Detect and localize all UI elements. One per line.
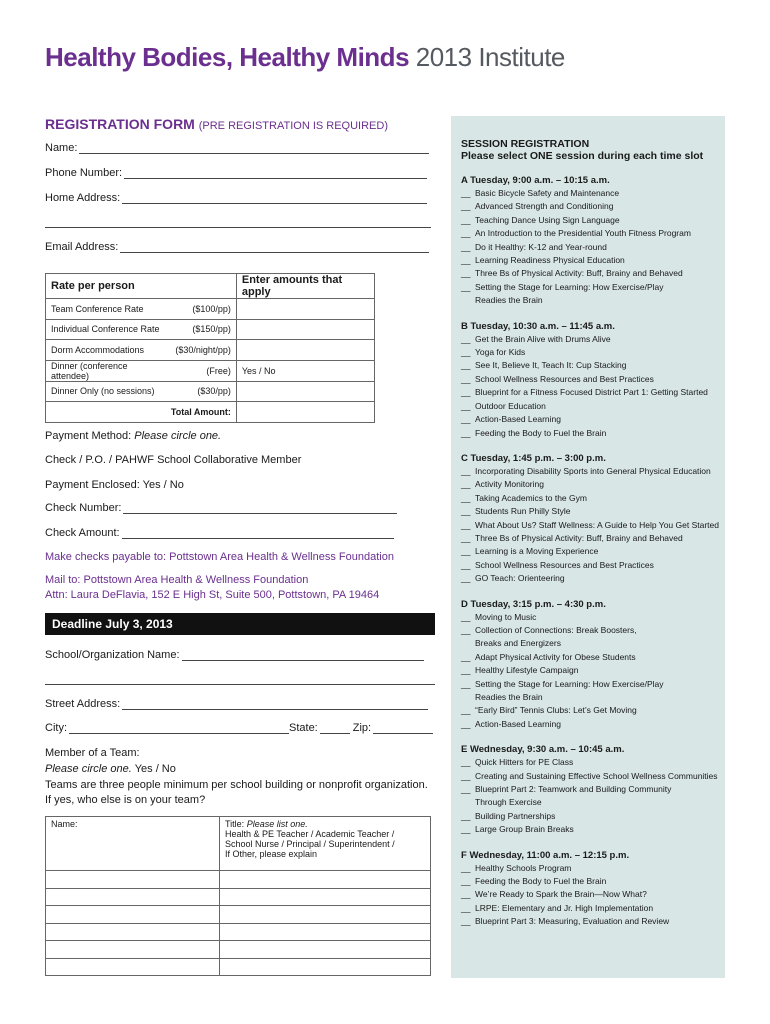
team-circle-hint: Please circle one.	[45, 763, 132, 775]
session-blank[interactable]: __	[461, 373, 471, 384]
amount-cell[interactable]: Yes / No	[236, 360, 374, 381]
session-label: Advanced Strength and Conditioning	[475, 201, 614, 212]
registration-heading	[45, 116, 388, 132]
session-blank[interactable]: __	[461, 546, 471, 557]
session-option[interactable]	[461, 624, 715, 637]
team-title-option: Health & PE Teacher / Academic Teacher /	[225, 829, 395, 839]
team-title-header	[220, 817, 431, 871]
table-row	[46, 360, 375, 381]
session-blank[interactable]: __	[461, 492, 471, 503]
title-highlight: Healthy Bodies, Healthy Minds	[45, 42, 410, 72]
session-label: Outdoor Education	[475, 400, 546, 411]
session-label: Breaks and Energizers	[475, 638, 561, 649]
session-option[interactable]	[461, 241, 715, 254]
school-org-field[interactable]	[45, 649, 424, 661]
session-option[interactable]	[461, 756, 715, 769]
session-label: Learning Readiness Physical Education	[475, 255, 625, 266]
total-cell[interactable]	[236, 402, 374, 423]
session-option[interactable]	[461, 373, 715, 386]
rate-header: Rate per person	[46, 274, 237, 299]
slot-heading: D Tuesday, 3:15 p.m. – 4:30 p.m.	[461, 598, 606, 610]
session-label: Creating and Sustaining Effective School Wellness Communities	[475, 770, 718, 781]
rate-table	[45, 273, 375, 423]
rate-label: Dinner Only (no sessions)	[46, 381, 171, 402]
session-label: Incorporating Disability Sports into General Physical Education	[475, 465, 711, 476]
school-org-line[interactable]	[182, 650, 424, 661]
team-title-option: If Other, please explain	[225, 849, 318, 859]
session-item-continued	[461, 294, 715, 307]
session-blank[interactable]: __	[461, 665, 471, 676]
amount-cell[interactable]	[236, 340, 374, 361]
session-blank	[461, 796, 475, 809]
name-field[interactable]	[45, 142, 429, 154]
table-row	[46, 381, 375, 402]
session-option[interactable]	[461, 664, 715, 677]
phone-label: Phone Number:	[45, 167, 123, 179]
team-name-cell[interactable]	[46, 941, 220, 959]
mail-attn: Attn: Laura DeFlavia, 152 E High St, Suite 500, Pottstown, PA 19464	[45, 589, 380, 601]
payment-method	[45, 430, 221, 442]
rate-label: Dinner (conference attendee)	[46, 360, 171, 381]
session-option[interactable]	[461, 400, 715, 413]
rate-price: ($100/pp)	[170, 299, 236, 320]
session-blank[interactable]: __	[461, 810, 471, 821]
session-blank[interactable]: __	[461, 387, 471, 398]
team-name-header: Name:	[46, 817, 220, 871]
mail-to: Mail to: Pottstown Area Health & Wellness Foundation	[45, 574, 309, 586]
city-state-zip-field[interactable]	[45, 722, 433, 734]
session-option[interactable]	[461, 505, 715, 518]
rate-label: Team Conference Rate	[46, 299, 171, 320]
session-blank[interactable]: __	[461, 705, 471, 716]
slot-heading: A Tuesday, 9:00 a.m. – 10:15 a.m.	[461, 175, 610, 186]
session-item-continued	[461, 637, 715, 650]
session-blank[interactable]: __	[461, 465, 471, 476]
session-option[interactable]	[461, 783, 715, 796]
session-blank[interactable]: __	[461, 479, 471, 490]
session-label: We’re Ready to Spark the Brain—Now What?	[475, 889, 647, 900]
session-option[interactable]	[461, 427, 715, 440]
session-option[interactable]	[461, 465, 715, 478]
session-label: Healthy Lifestyle Campaign	[475, 665, 579, 676]
rate-price: (Free)	[170, 360, 236, 381]
team-title-cell[interactable]	[220, 958, 431, 976]
session-label: Basic Bicycle Safety and Maintenance	[475, 188, 620, 198]
team-yesno[interactable]: Yes / No	[134, 763, 176, 775]
session-label: Quick Hitters for PE Class	[475, 757, 574, 768]
state-label: State:	[289, 722, 318, 734]
payment-enclosed[interactable]: Payment Enclosed: Yes / No	[45, 479, 184, 491]
total-label: Total Amount:	[46, 402, 237, 423]
table-row	[46, 340, 375, 361]
session-option[interactable]	[461, 810, 715, 823]
amount-header: Enter amounts that apply	[236, 274, 374, 299]
team-title-cell[interactable]	[220, 871, 431, 889]
session-blank[interactable]: __	[461, 862, 471, 873]
session-option[interactable]	[461, 214, 715, 227]
session-label: Readies the Brain	[475, 295, 543, 306]
table-row	[46, 402, 375, 423]
session-blank[interactable]: __	[461, 876, 471, 887]
school-org-label: School/Organization Name:	[45, 649, 180, 661]
session-blank[interactable]: __	[461, 889, 471, 900]
session-option[interactable]	[461, 386, 715, 399]
session-label: School Wellness Resources and Best Practices	[475, 559, 654, 570]
session-label: School Wellness Resources and Best Practices	[475, 373, 654, 384]
session-label: Blueprint for a Fitness Focused District Part 1: Getting Started	[475, 387, 708, 398]
check-number-field[interactable]	[45, 502, 397, 514]
session-blank	[461, 637, 475, 650]
session-blank[interactable]: __	[461, 678, 471, 689]
session-blank	[461, 294, 475, 307]
session-option[interactable]	[461, 862, 715, 875]
team-title-cell[interactable]	[220, 906, 431, 924]
registration-subtitle: (PRE REGISTRATION IS REQUIRED)	[198, 120, 388, 132]
table-row	[46, 958, 431, 976]
check-number-label: Check Number:	[45, 502, 122, 514]
team-title-option: School Nurse / Principal / Superintendent /	[225, 839, 395, 849]
session-slot	[461, 599, 715, 732]
session-label: Do it Healthy: K-12 and Year-round	[475, 241, 607, 252]
session-blank[interactable]: __	[461, 757, 471, 768]
team-name-cell[interactable]	[46, 888, 220, 906]
session-label: Learning is a Moving Experience	[475, 546, 599, 557]
session-label: Adapt Physical Activity for Obese Students	[475, 651, 636, 662]
session-blank[interactable]: __	[461, 770, 471, 781]
team-title-hint: Please list one.	[246, 819, 308, 829]
address-line-2[interactable]	[45, 227, 431, 228]
state-line[interactable]	[320, 723, 350, 734]
school-org-line-2[interactable]	[45, 684, 435, 685]
address-label: Home Address:	[45, 192, 121, 204]
check-amount-label: Check Amount:	[45, 527, 120, 539]
session-label: Action-Based Learning	[475, 718, 562, 729]
session-option[interactable]	[461, 267, 715, 280]
team-circle-row	[45, 763, 176, 775]
team-name-cell[interactable]	[46, 871, 220, 889]
session-item-continued	[461, 691, 715, 704]
session-option[interactable]	[461, 519, 719, 532]
team-title-cell[interactable]	[220, 888, 431, 906]
street-label: Street Address:	[45, 698, 121, 710]
session-label: Moving to Music	[475, 611, 537, 622]
team-name-cell[interactable]	[46, 923, 220, 941]
session-label: Taking Academics to the Gym	[475, 492, 587, 503]
amount-cell[interactable]	[236, 299, 374, 320]
session-blank[interactable]: __	[461, 414, 471, 425]
session-blank[interactable]: __	[461, 519, 471, 530]
team-note: Teams are three people minimum per school building or nonprofit organization.	[45, 779, 428, 791]
check-amount-line[interactable]	[122, 528, 394, 539]
session-option[interactable]	[461, 200, 715, 213]
session-label: Collection of Connections: Break Boosters,	[475, 624, 637, 635]
session-option[interactable]	[461, 545, 715, 558]
payable-note: Make checks payable to: Pottstown Area Health & Wellness Foundation	[45, 551, 394, 563]
session-blank[interactable]: __	[461, 360, 471, 371]
session-blank[interactable]: __	[461, 255, 471, 266]
session-option[interactable]	[461, 718, 715, 731]
session-subtitle: Please select ONE session during each time slot	[461, 150, 704, 162]
session-label: Blueprint Part 3: Measuring, Evaluation and Review	[475, 916, 670, 927]
session-slot	[461, 452, 719, 586]
session-slot	[461, 175, 715, 308]
session-slot	[461, 321, 715, 440]
city-line[interactable]	[69, 723, 289, 734]
phone-line[interactable]	[124, 168, 427, 179]
session-blank[interactable]: __	[461, 573, 471, 584]
session-option[interactable]	[461, 532, 715, 545]
check-number-line[interactable]	[123, 503, 397, 514]
street-line[interactable]	[122, 699, 428, 710]
title-rest: 2013 Institute	[415, 42, 565, 72]
session-label: What About Us? Staff Wellness: A Guide to Help You Get Started	[475, 519, 719, 530]
session-label: “Early Bird” Tennis Clubs: Let’s Get Moving	[475, 705, 637, 716]
rate-price: ($30/night/pp)	[170, 340, 236, 361]
session-option[interactable]	[461, 478, 715, 491]
session-label: Three Bs of Physical Activity: Buff, Brainy and Behaved	[475, 268, 683, 279]
session-option[interactable]	[461, 254, 715, 267]
session-option[interactable]	[461, 413, 715, 426]
session-blank[interactable]: __	[461, 188, 471, 198]
session-option[interactable]	[461, 559, 715, 572]
session-option[interactable]	[461, 823, 715, 836]
team-title-label: Title:	[225, 819, 245, 829]
session-option[interactable]	[461, 678, 715, 691]
session-option[interactable]	[461, 187, 715, 200]
session-blank[interactable]: __	[461, 718, 471, 729]
payment-options[interactable]: Check / P.O. / PAHWF School Collaborative Member	[45, 454, 302, 466]
session-blank[interactable]: __	[461, 201, 471, 212]
session-label: Healthy Schools Program	[475, 862, 572, 873]
slot-heading: F Wednesday, 11:00 a.m. – 12:15 p.m.	[461, 849, 630, 861]
session-blank[interactable]: __	[461, 559, 471, 570]
slot-heading: C Tuesday, 1:45 p.m. – 3:00 p.m.	[461, 452, 606, 464]
table-row	[46, 923, 431, 941]
session-slots	[461, 175, 719, 929]
team-title-cell[interactable]	[220, 923, 431, 941]
team-name-cell[interactable]	[46, 906, 220, 924]
table-row	[46, 299, 375, 320]
session-option[interactable]	[461, 227, 715, 240]
session-option[interactable]	[461, 333, 715, 346]
session-blank[interactable]: __	[461, 347, 471, 358]
session-blank[interactable]: __	[461, 784, 471, 795]
team-heading: Member of a Team:	[45, 747, 140, 759]
session-label: Yoga for Kids	[475, 347, 526, 358]
session-label: Feeding the Body to Fuel the Brain	[475, 876, 607, 887]
table-row	[46, 871, 431, 889]
session-blank[interactable]: __	[461, 400, 471, 411]
session-blank[interactable]: __	[461, 333, 471, 344]
street-field[interactable]	[45, 698, 428, 710]
rate-price: ($150/pp)	[170, 319, 236, 340]
session-label: An Introduction to the Presidential Youth Fitness Program	[475, 228, 691, 239]
registration-title: REGISTRATION FORM	[45, 116, 195, 132]
session-label: Feeding the Body to Fuel the Brain	[475, 427, 607, 438]
session-option[interactable]	[461, 611, 715, 624]
session-option[interactable]	[461, 704, 715, 717]
session-option[interactable]	[461, 359, 715, 372]
slot-heading: E Wednesday, 9:30 a.m. – 10:45 a.m.	[461, 744, 625, 756]
table-row	[46, 941, 431, 959]
session-blank[interactable]: __	[461, 268, 471, 279]
session-label: Large Group Brain Breaks	[475, 824, 574, 835]
session-slot	[461, 850, 715, 929]
session-label: Action-Based Learning	[475, 414, 562, 425]
session-item-continued	[461, 796, 715, 809]
email-line[interactable]	[120, 242, 429, 253]
session-option[interactable]	[461, 651, 715, 664]
session-blank[interactable]: __	[461, 506, 471, 517]
slot-heading: B Tuesday, 10:30 a.m. – 11:45 a.m.	[461, 320, 615, 332]
page-title	[45, 42, 565, 73]
session-blank[interactable]: __	[461, 916, 471, 927]
session-option[interactable]	[461, 915, 715, 928]
session-blank[interactable]: __	[461, 214, 471, 225]
session-label: Blueprint Part 2: Teamwork and Building Community	[475, 784, 672, 795]
session-slot	[461, 744, 718, 836]
session-blank[interactable]: __	[461, 281, 471, 292]
session-blank[interactable]: __	[461, 228, 471, 239]
zip-line[interactable]	[373, 723, 433, 734]
session-option[interactable]	[461, 281, 715, 294]
session-panel	[451, 116, 725, 978]
session-label: LRPE: Elementary and Jr. High Implementation	[475, 902, 654, 913]
session-label: GO Teach: Orienteering	[475, 573, 565, 584]
payment-method-label: Payment Method:	[45, 430, 132, 442]
team-name-cell[interactable]	[46, 958, 220, 976]
team-who: If yes, who else is on your team?	[45, 794, 206, 806]
amount-cell[interactable]	[236, 381, 374, 402]
session-label: Readies the Brain	[475, 692, 543, 702]
table-row	[46, 906, 431, 924]
session-blank[interactable]: __	[461, 427, 471, 438]
session-option[interactable]	[461, 875, 715, 888]
session-label: Setting the Stage for Learning: How Exercise/Play	[475, 678, 664, 689]
deadline-banner: Deadline July 3, 2013	[45, 613, 435, 635]
session-title: SESSION REGISTRATION	[461, 138, 590, 150]
address-field[interactable]	[45, 192, 427, 204]
email-field[interactable]	[45, 241, 429, 253]
session-label: Students Run Philly Style	[475, 506, 571, 517]
session-option[interactable]	[461, 902, 715, 915]
payment-method-hint: Please circle one.	[134, 430, 222, 442]
rate-price: ($30/pp)	[170, 381, 236, 402]
email-label: Email Address:	[45, 241, 119, 253]
session-label: Setting the Stage for Learning: How Exercise/Play	[475, 281, 664, 292]
session-label: Through Exercise	[475, 797, 542, 808]
session-option[interactable]	[461, 492, 715, 505]
amount-cell[interactable]	[236, 319, 374, 340]
session-blank[interactable]: __	[461, 824, 471, 835]
session-blank	[461, 691, 475, 704]
session-blank[interactable]: __	[461, 624, 471, 635]
session-label: Get the Brain Alive with Drums Alive	[475, 333, 611, 344]
zip-label: Zip:	[352, 722, 372, 734]
session-option[interactable]	[461, 346, 715, 359]
name-line[interactable]	[79, 143, 429, 154]
check-amount-field[interactable]	[45, 527, 394, 539]
team-table	[45, 816, 431, 976]
address-line[interactable]	[122, 193, 427, 204]
session-label: Building Partnerships	[475, 810, 556, 821]
session-label: Teaching Dance Using Sign Language	[475, 214, 620, 225]
session-label: Activity Monitoring	[475, 479, 544, 490]
rate-label: Individual Conference Rate	[46, 319, 171, 340]
session-blank[interactable]: __	[461, 241, 471, 252]
name-label: Name:	[45, 142, 78, 154]
session-option[interactable]	[461, 888, 715, 901]
session-option[interactable]	[461, 770, 718, 783]
team-title-cell[interactable]	[220, 941, 431, 959]
session-option[interactable]	[461, 572, 715, 585]
session-blank[interactable]: __	[461, 902, 471, 913]
session-label: Three Bs of Physical Activity: Buff, Brainy and Behaved	[475, 532, 683, 543]
session-blank[interactable]: __	[461, 651, 471, 662]
session-blank[interactable]: __	[461, 611, 471, 622]
table-row	[46, 319, 375, 340]
city-label: City:	[45, 722, 67, 734]
session-label: See It, Believe It, Teach It: Cup Stacking	[475, 360, 627, 371]
phone-field[interactable]	[45, 167, 427, 179]
session-blank[interactable]: __	[461, 532, 471, 543]
rate-label: Dorm Accommodations	[46, 340, 171, 361]
table-row	[46, 888, 431, 906]
